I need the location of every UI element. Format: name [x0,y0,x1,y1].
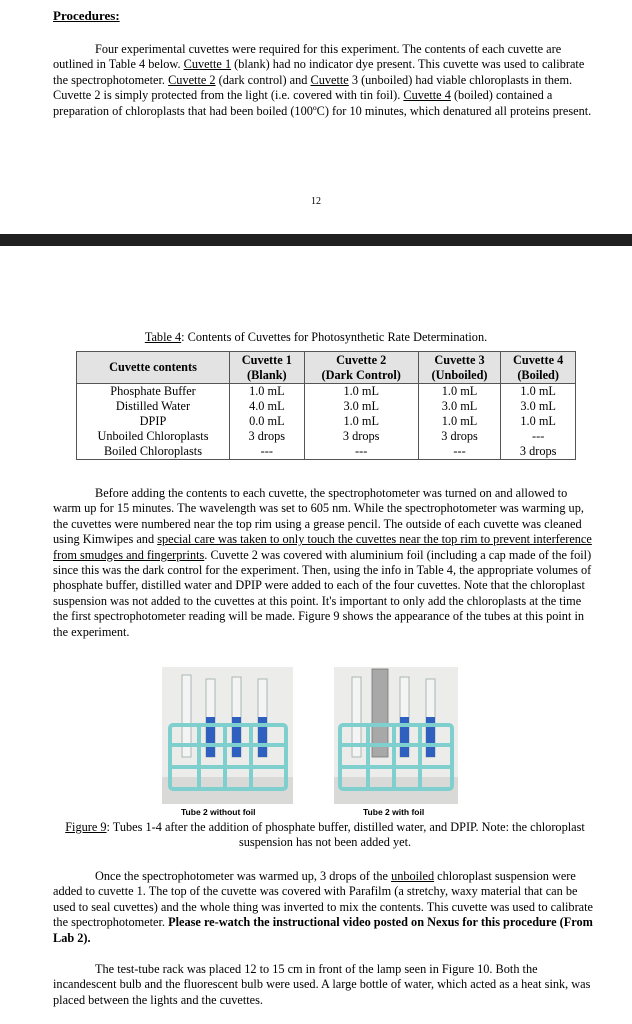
cuvette-4-ref: Cuvette 4 [403,88,451,103]
table-cell: 1.0 mL [304,414,418,429]
row-label: Unboiled Chloroplasts [77,429,230,444]
page-top-section [0,0,632,234]
table-row [77,429,576,444]
calibration-paragraph [53,869,593,946]
intro-paragraph [53,42,593,119]
table-cell: 3 drops [501,444,576,460]
table-cell: 1.0 mL [418,414,501,429]
page-number: 12 [311,196,321,207]
figure-label-with-foil: Tube 2 with foil [363,807,425,817]
table-caption [0,330,632,345]
preparation-paragraph [53,486,593,640]
text: 3 (unboiled) had viable chloroplasts in them. Cuvette 2 is simply protected from the light (i.e. covered with tin foil). [53,72,573,103]
table-cell: --- [501,429,576,444]
text: Once the spectrophotometer was warmed up, 3 drops of the [95,869,392,883]
text: (dark control) and [215,72,311,87]
table-header-row [77,352,576,384]
text: (boiled) contained a preparation of chloroplasts that had been boiled (100ºC) for 10 minutes, which denatured all proteins present. [53,88,592,118]
row-label: Boiled Chloroplasts [77,444,230,460]
table-cell: 3.0 mL [304,399,418,414]
table-cell: 1.0 mL [418,384,501,400]
figure-label: Figure 9 [65,820,107,834]
underlined-text: special care was taken to only touch the cuvettes near the top rim to prevent interference from smudges and fingerprints [53,532,592,562]
figure-photo-without-foil [162,667,293,804]
text: chloroplast suspension were added to cuvette 1. The top of the cuvette was covered with Parafilm (a stretchy, waxy material that can be used to seal cuvettes) and the whole thing was inverted to mix the contents. This cuvette was used to calibrate the spectrophotometer. [53,869,594,930]
header-cuvette-3: Cuvette 3 (Unboiled) [418,352,501,384]
bold-instruction: Please re-watch the instructional video posted on Nexus for this procedure (From Lab 2). [53,915,593,945]
table-cell: 1.0 mL [304,384,418,400]
table-cell: 3.0 mL [501,399,576,414]
table-row [77,399,576,414]
table-cell: 3 drops [230,429,305,444]
text: Four experimental cuvettes were required for this experiment. The contents of each cuvette are outlined in Table 4 below. [53,42,562,72]
table-cell: 1.0 mL [501,384,576,400]
table-cell: --- [230,444,305,460]
table-cell: 3 drops [304,429,418,444]
table-cell: 0.0 mL [230,414,305,429]
header-cuvette-1: Cuvette 1 (Blank) [230,352,305,384]
table-cell: 1.0 mL [501,414,576,429]
cuvette-table [76,351,576,460]
table-cell: 1.0 mL [230,384,305,400]
tube-rack-illustration [162,667,293,804]
text: Before adding the contents to each cuvette, the spectrophotometer was turned on and allowed to warm up for 15 minutes. The wavelength was set to 605 nm. While the spectrophotometer was warming up, the cuvettes were numbered near the top rim using a grease pencil. The outside of each cuvette was cleaned using Kimwipes and [53,486,584,547]
table-cell: 3 drops [418,429,501,444]
cuvette-2-ref: Cuvette 2 [168,72,216,87]
lamp-setup-paragraph: The test-tube rack was placed 12 to 15 cm in front of the lamp seen in Figure 10. Both the incandescent bulb and the fluorescent bulb were used. A large bottle of water, which acted as a heat sink, was placed between the lights and the cuvettes. [53,962,591,1007]
table-cell: --- [418,444,501,460]
table-row [77,384,576,400]
figure-label-without-foil: Tube 2 without foil [181,807,256,817]
row-label: Phosphate Buffer [77,384,230,400]
figure-photo-with-foil [334,667,458,804]
cuvette-3-ref: Cuvette [310,72,349,87]
procedures-heading: Procedures: [53,8,120,23]
text: . Cuvette 2 was covered with aluminium foil (including a cap made of the foil) since this was the dark control for the experiment. Then, using the info in Table 4, the appropriate volumes of phosphate buffer, distilled water and DPIP were added to each of the four cuvettes. Note that the chloroplast suspension was not added to the cuvettes at this point. It's important to only add the chloroplasts at the time the first spectrophotometer reading will be made. Figure 9 shows the appearance of the tubes at this point in the experiment. [53,547,592,639]
table-row [77,414,576,429]
tube-rack-foil-illustration [334,667,458,804]
underlined-text: unboiled [391,869,435,883]
table-label: Table 4 [144,330,182,344]
row-label: DPIP [77,414,230,429]
header-cuvette-2: Cuvette 2 (Dark Control) [304,352,418,384]
header-cuvette-4: Cuvette 4 (Boiled) [501,352,576,384]
header-cuvette-contents: Cuvette contents [77,352,230,384]
page-divider [0,234,632,246]
table-cell: 4.0 mL [230,399,305,414]
table-cell: 3.0 mL [418,399,501,414]
text: (blank) had no indicator dye present. This cuvette was used to calibrate the spectrophotometer. [53,57,585,87]
table-caption-text: : Contents of Cuvettes for Photosynthetic Rate Determination. [181,330,488,344]
figure-caption-text: : Tubes 1-4 after the addition of phosphate buffer, distilled water, and DPIP. Note: the chloroplast suspension has not been added yet. [106,820,585,850]
table-cell: --- [304,444,418,460]
row-label: Distilled Water [77,399,230,414]
table-row [77,444,576,460]
figure-caption [60,820,590,851]
cuvette-1-ref: Cuvette 1 [183,57,232,72]
